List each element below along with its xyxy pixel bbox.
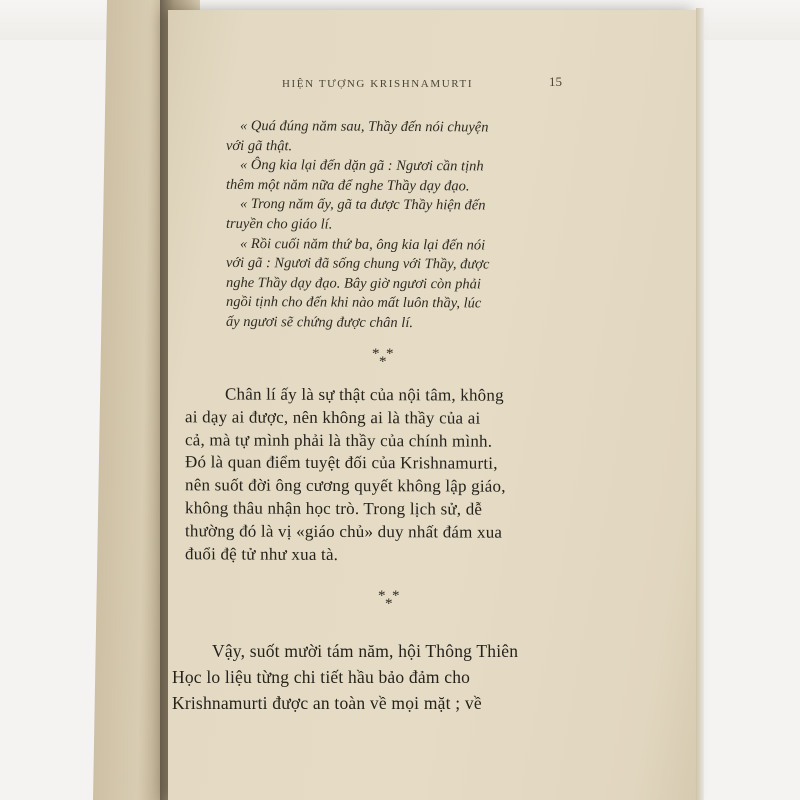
quote-line: truyền cho giáo lí.: [226, 215, 333, 233]
text-line: Học lo liệu từng chi tiết hầu bảo đảm cho: [172, 667, 471, 687]
text-line: đuổi đệ tử như xua tà.: [185, 543, 339, 564]
paragraph-1: [185, 383, 506, 567]
text-line: Đó là quan điểm tuyệt đối của Krishnamurti,: [185, 452, 498, 474]
text-line: ai dạy ai được, nên không ai là thầy của ai: [185, 407, 481, 428]
asterisk: *: [385, 596, 393, 612]
running-title: HIỆN TƯỢNG KRISHNAMURTI: [282, 78, 474, 90]
quote-line: với gã : Ngươi đã sống chung với Thầy, được: [226, 255, 490, 273]
quote-line: ngồi tịnh cho đến khi nào mất luôn thầy, lúc: [226, 294, 482, 312]
quote-line: « Ông kia lại đến dặn gã : Ngươi cần tịnh: [240, 157, 484, 175]
text-line: Vậy, suốt mười tám năm, hội Thông Thiên: [212, 641, 519, 661]
quote-line: « Quá đúng năm sau, Thầy đến nói chuyện: [240, 117, 489, 136]
page-number: 15: [549, 74, 562, 89]
text-line: Krishnamurti được an toàn về mọi mặt ; về: [172, 693, 482, 713]
asterisk: *: [386, 346, 394, 362]
quote-line: ấy ngươi sẽ chứng được chân lí.: [226, 313, 413, 331]
text-line: không thâu nhận học trò. Trong lịch sử, dễ: [185, 498, 483, 519]
text-line: nên suốt đời ông cương quyết không lập giáo,: [185, 475, 506, 496]
text-line: cả, mà tự mình phải là thầy của chính mình.: [185, 429, 493, 451]
quote-line: với gã thật.: [226, 137, 293, 154]
asterisk: *: [379, 354, 387, 370]
quote-line: « Rồi cuối năm thứ ba, ông kia lại đến nói: [240, 235, 486, 254]
paragraph-2: [172, 638, 518, 716]
text-line: Chân lí ấy là sự thật của nội tâm, không: [225, 384, 504, 405]
quote-line: « Trong năm ấy, gã ta được Thầy hiện đến: [240, 196, 486, 214]
asterisk: *: [372, 346, 380, 362]
text-line: thường đó là vị «giáo chủ» duy nhất đám xua: [185, 521, 503, 542]
page-edge: [696, 8, 704, 800]
asterisk: *: [392, 588, 400, 604]
quote-line: thêm một năm nữa để nghe Thầy dạy đạo.: [226, 176, 470, 195]
asterisk: *: [378, 588, 386, 604]
quote-line: nghe Thầy dạy đạo. Bây giờ ngươi còn phải: [226, 274, 481, 293]
quoted-passage: [226, 117, 586, 335]
